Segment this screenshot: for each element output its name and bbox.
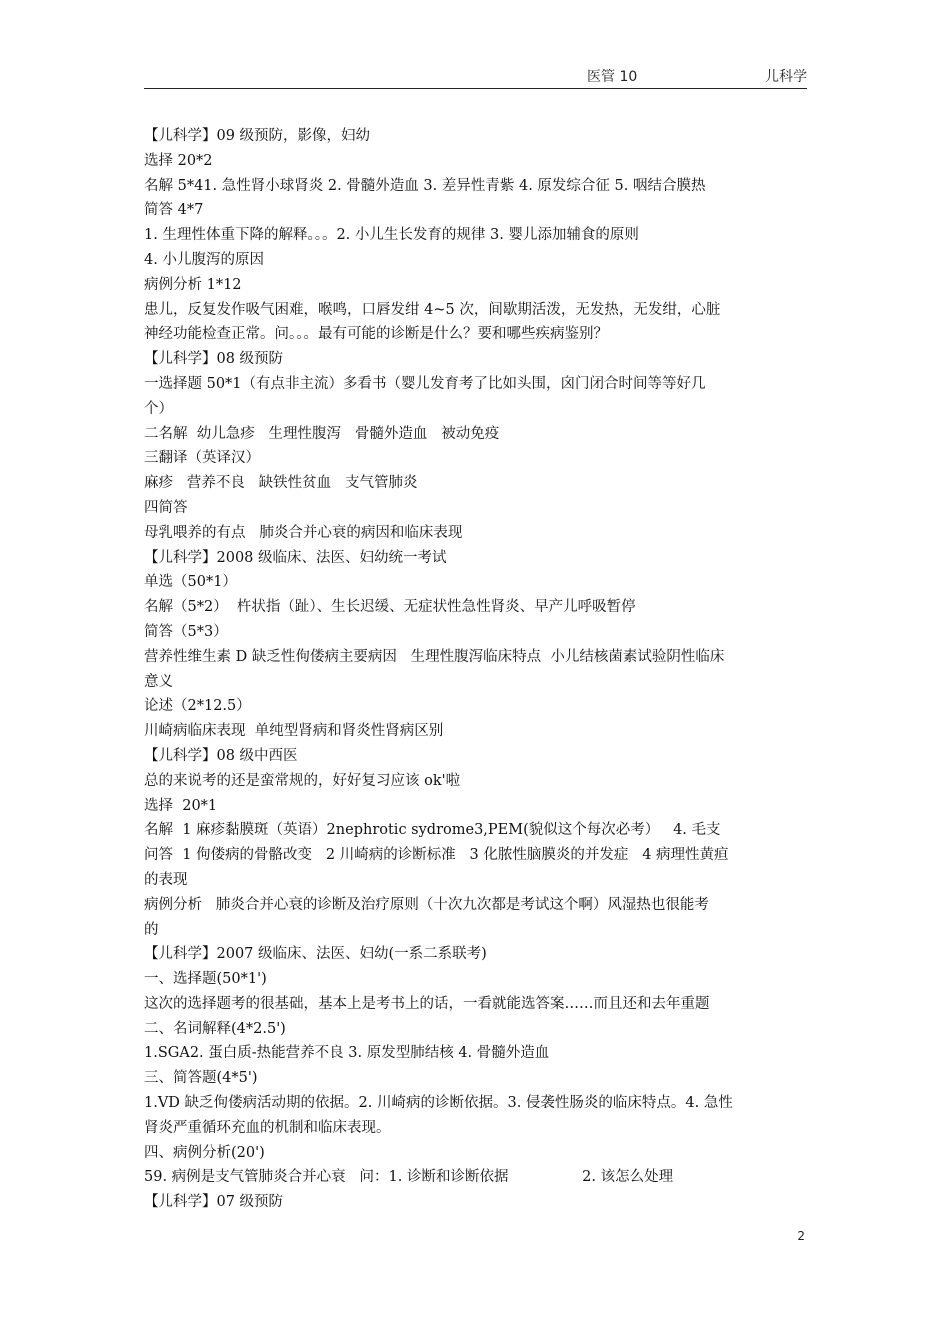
text-line: 神经功能检查正常。问。。。最有可能的诊断是什么？要和哪些疾病鉴别？ xyxy=(144,326,608,343)
text-line: 【儿科学】08 级中西医 xyxy=(144,747,298,764)
text-line: 【儿科学】08 级预防 xyxy=(144,351,284,368)
text-line: 营养性维生素 D 缺乏性佝偻病主要病因 生理性腹泻临床特点 小儿结核菌素试验阴性临床 xyxy=(144,648,725,665)
text-line: 4. 小儿腹泻的原因 xyxy=(144,251,264,268)
header-subject: 儿科学 xyxy=(765,69,807,85)
text-line: 选择 20*1 xyxy=(144,797,218,814)
text-line: 一选择题 50*1（有点非主流）多看书（婴儿发育考了比如头围，囟门闭合时间等等好几 xyxy=(144,375,706,392)
text-line: 二名解 幼儿急疹 生理性腹泻 骨髓外造血 被动免疫 xyxy=(144,425,500,442)
text-line: 1.VD 缺乏佝偻病活动期的依据。2. 川崎病的诊断依据。3. 侵袭性肠炎的临床特点。4. 急性 xyxy=(144,1095,733,1112)
text-line: 【儿科学】07 级预防 xyxy=(144,1194,284,1211)
text-line: 名解 5*41. 急性肾小球肾炎 2. 骨髓外造血 3. 差异性青紫 4. 原发综合征 5. 咽结合膜热 xyxy=(144,177,706,194)
text-line: 59. 病例是支气管肺炎合并心衰 问：1. 诊断和诊断依据 2. 该怎么处理 xyxy=(144,1169,674,1186)
text-line: 川崎病临床表现 单纯型肾病和肾炎性肾病区别 xyxy=(144,723,444,740)
text-line: 麻疹 营养不良 缺铁性贫血 支气管肺炎 xyxy=(144,475,418,492)
text-line: 肾炎严重循环充血的机制和临床表现。 xyxy=(144,1119,391,1136)
text-line: 个） xyxy=(144,400,173,417)
text-line: 病例分析 1*12 xyxy=(144,276,242,293)
text-line: 四、病例分析(20') xyxy=(144,1144,265,1161)
text-line: 名解（5*2） 杵状指（趾）、生长迟缓、无症状性急性肾炎、早产儿呼吸暂停 xyxy=(144,599,636,616)
text-line: 选择 20*2 xyxy=(144,152,213,169)
text-line: 单选（50*1） xyxy=(144,574,237,591)
text-line: 1.SGA2. 蛋白质-热能营养不良 3. 原发型肺结核 4. 骨髓外造血 xyxy=(144,1045,550,1062)
text-line: 母乳喂养的有点 肺炎合并心衰的病因和临床表现 xyxy=(144,524,463,541)
text-line: 1. 生理性体重下降的解释。。。2. 小儿生长发育的规律 3. 婴儿添加辅食的原则 xyxy=(144,227,639,244)
text-line: 三翻译（英译汉） xyxy=(144,450,260,467)
text-line: 四简答 xyxy=(144,499,188,516)
document-body xyxy=(144,124,808,1215)
text-line: 简答（5*3） xyxy=(144,623,228,640)
text-line: 总的来说考的还是蛮常规的，好好复习应该 ok'啦 xyxy=(144,772,461,789)
text-line: 【儿科学】09 级预防，影像，妇幼 xyxy=(144,128,371,144)
header-course: 医管 10 xyxy=(587,69,638,85)
text-line: 论述（2*12.5） xyxy=(144,698,251,715)
text-line: 患儿，反复发作吸气困难，喉鸣，口唇发绀 4~5 次，间歇期活泼，无发热，无发绀，心脏 xyxy=(144,301,721,318)
page-number: 2 xyxy=(797,1229,805,1243)
text-line: 一、选择题(50*1') xyxy=(144,971,267,988)
text-line: 简答 4*7 xyxy=(144,202,204,219)
text-line: 三、简答题(4*5') xyxy=(144,1070,258,1087)
text-line: 问答 1 佝偻病的骨骼改变 2 川崎病的诊断标准 3 化脓性脑膜炎的并发症 4 病理性黄疸 xyxy=(144,847,729,864)
text-line: 这次的选择题考的很基础，基本上是考书上的话，一看就能选答案……而且还和去年重题 xyxy=(144,995,710,1012)
text-line: 【儿科学】2007 级临床、法医、妇幼(一系二系联考) xyxy=(144,946,487,963)
text-line: 的 xyxy=(144,921,159,938)
text-line: 二、名词解释(4*2.5') xyxy=(144,1020,286,1037)
text-line: 的表现 xyxy=(144,871,188,888)
text-line: 名解 1 麻疹黏膜斑（英语）2nephrotic sydrome3,PEM(貌似这个每次必考） 4. 毛支 xyxy=(144,822,721,839)
text-line: 意义 xyxy=(144,673,173,690)
text-line: 病例分析 肺炎合并心衰的诊断及治疗原则（十次九次都是考试这个啊）风湿热也很能考 xyxy=(144,896,709,913)
page-header xyxy=(144,64,807,89)
text-line: 【儿科学】2008 级临床、法医、妇幼统一考试 xyxy=(144,549,447,566)
